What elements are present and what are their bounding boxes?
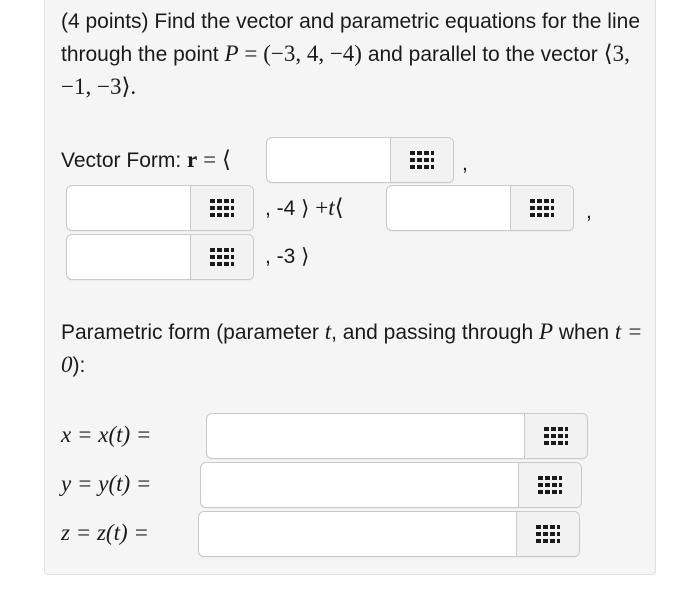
direction-b-input[interactable] (67, 235, 190, 279)
point-coordinates: (−3, 4, −4) (263, 41, 362, 66)
comma-1: , (462, 152, 468, 175)
vector-y0-input[interactable] (67, 186, 190, 230)
fixed-z-row (265, 194, 344, 223)
math-palette-icon (537, 475, 563, 495)
z-equation-input[interactable] (199, 512, 516, 556)
fixed-last-component: , -3 ⟩ (265, 245, 310, 268)
math-palette-icon (209, 198, 235, 218)
math-palette-button[interactable] (524, 414, 587, 458)
y-equation-input[interactable] (201, 463, 518, 507)
math-palette-icon (209, 247, 235, 267)
math-palette-icon (543, 426, 569, 446)
math-palette-button[interactable] (518, 463, 581, 507)
prompt-text-b: and parallel to the vector (367, 43, 598, 66)
x-equation-group (206, 413, 588, 459)
z-equation-group (198, 511, 580, 557)
open-angle-bracket: ⟨ (221, 147, 231, 172)
math-palette-button[interactable] (390, 138, 453, 182)
math-palette-button[interactable] (516, 512, 579, 556)
prompt-text-a: Find the vector and parametric equations for the line through the point (61, 10, 640, 66)
parametric-intro (61, 316, 651, 382)
comma-2: , (586, 200, 592, 223)
math-palette-icon (409, 150, 435, 170)
vector-x0-group (266, 137, 454, 183)
parametric-t-eq: t = 0 (61, 319, 643, 377)
direction-b-group (66, 234, 254, 280)
parametric-intro-c: when (558, 321, 610, 344)
parametric-param: t (324, 319, 332, 344)
direction-a-input[interactable] (387, 186, 510, 230)
x-equation-input[interactable] (207, 414, 524, 458)
parametric-intro-b: , and passing through (331, 321, 534, 344)
prompt-period: . (130, 74, 137, 99)
parametric-intro-a: Parametric form (parameter (61, 321, 319, 344)
vector-y0-group (66, 185, 254, 231)
parametric-point-name: P (538, 319, 554, 344)
math-palette-button[interactable] (510, 186, 573, 230)
vector-form-label: Vector Form: (61, 149, 182, 172)
parameter-t: t (328, 195, 335, 220)
parametric-intro-d: ): (72, 354, 86, 377)
vector-equals: = (203, 147, 217, 172)
plus-sign: + (315, 195, 329, 220)
z-equation-label: z = z(t) = (61, 520, 149, 545)
math-palette-button[interactable] (190, 186, 253, 230)
fixed-z-component: , -4 ⟩ (265, 197, 310, 220)
y-equation-group (200, 462, 582, 508)
point-equals: = (244, 41, 258, 66)
math-palette-icon (535, 524, 561, 544)
math-palette-button[interactable] (190, 235, 253, 279)
vector-r: r (187, 147, 198, 172)
y-equation-label: y = y(t) = (61, 471, 152, 496)
direction-vector: ⟨3, −1, −3⟩ (61, 41, 630, 99)
vector-form-label-row (61, 146, 231, 175)
points-label: (4 points) (61, 10, 149, 33)
direction-a-group (386, 185, 574, 231)
vector-x0-input[interactable] (267, 138, 390, 182)
point-name: P (224, 41, 239, 66)
open-angle-bracket-2: ⟨ (334, 195, 344, 220)
math-palette-icon (529, 198, 555, 218)
question-prompt (61, 6, 651, 104)
x-equation-label: x = x(t) = (61, 422, 152, 447)
